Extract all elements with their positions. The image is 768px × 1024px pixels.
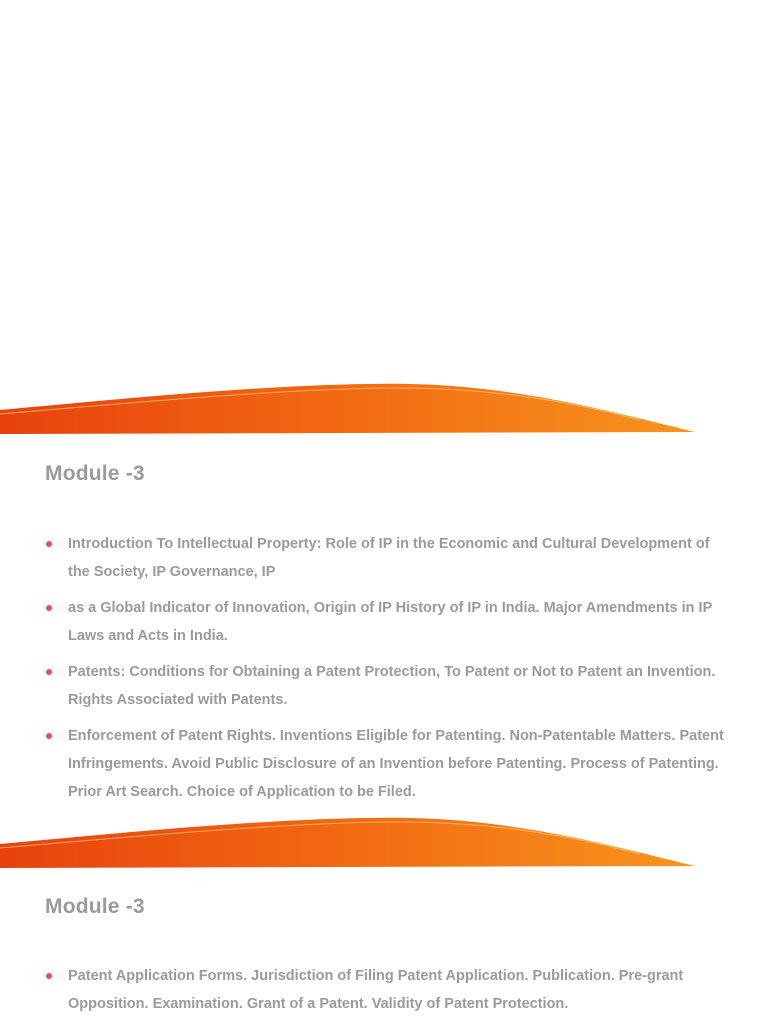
bullet-list [46,962,726,1024]
bullet-dot-icon [46,541,52,547]
bullet-item [46,658,726,714]
slide-blank [0,0,768,434]
orange-swoosh-decoration [0,808,768,868]
bullet-item [46,594,726,650]
bullet-text: Patents: Conditions for Obtaining a Patent Protection, To Patent or Not to Patent an Invention. Rights Associated with Patents. [68,664,716,708]
orange-swoosh-decoration [0,374,768,434]
bullet-dot-icon [46,605,52,611]
slide-title: Module -3 [45,462,145,485]
bullet-dot-icon [46,973,52,979]
bullet-item [46,530,726,586]
bullet-list [46,530,726,814]
slide-module-3-part-2 [0,868,768,1024]
bullet-dot-icon [46,669,52,675]
slide-module-3-part-1 [0,434,768,868]
bullet-item [46,962,726,1018]
slide-title: Module -3 [45,895,145,918]
bullet-text: Enforcement of Patent Rights. Inventions Eligible for Patenting. Non-Patentable Matters. Patent Infringements. Avoid Public Disclosure of an Invention before Patenting. Process of Patenting. Prior Art Search. Choice of Application to be Filed. [68,728,724,800]
bullet-text: Patent Application Forms. Jurisdiction of Filing Patent Application. Publication. Pre-grant Opposition. Examination. Grant of a Patent. Validity of Patent Protection. [68,968,684,1012]
bullet-item [46,722,726,806]
bullet-text: as a Global Indicator of Innovation, Origin of IP History of IP in India. Major Amendments in IP Laws and Acts in India. [68,600,712,644]
bullet-dot-icon [46,733,52,739]
bullet-text: Introduction To Intellectual Property: Role of IP in the Economic and Cultural Development of the Society, IP Governance, IP [68,536,710,580]
